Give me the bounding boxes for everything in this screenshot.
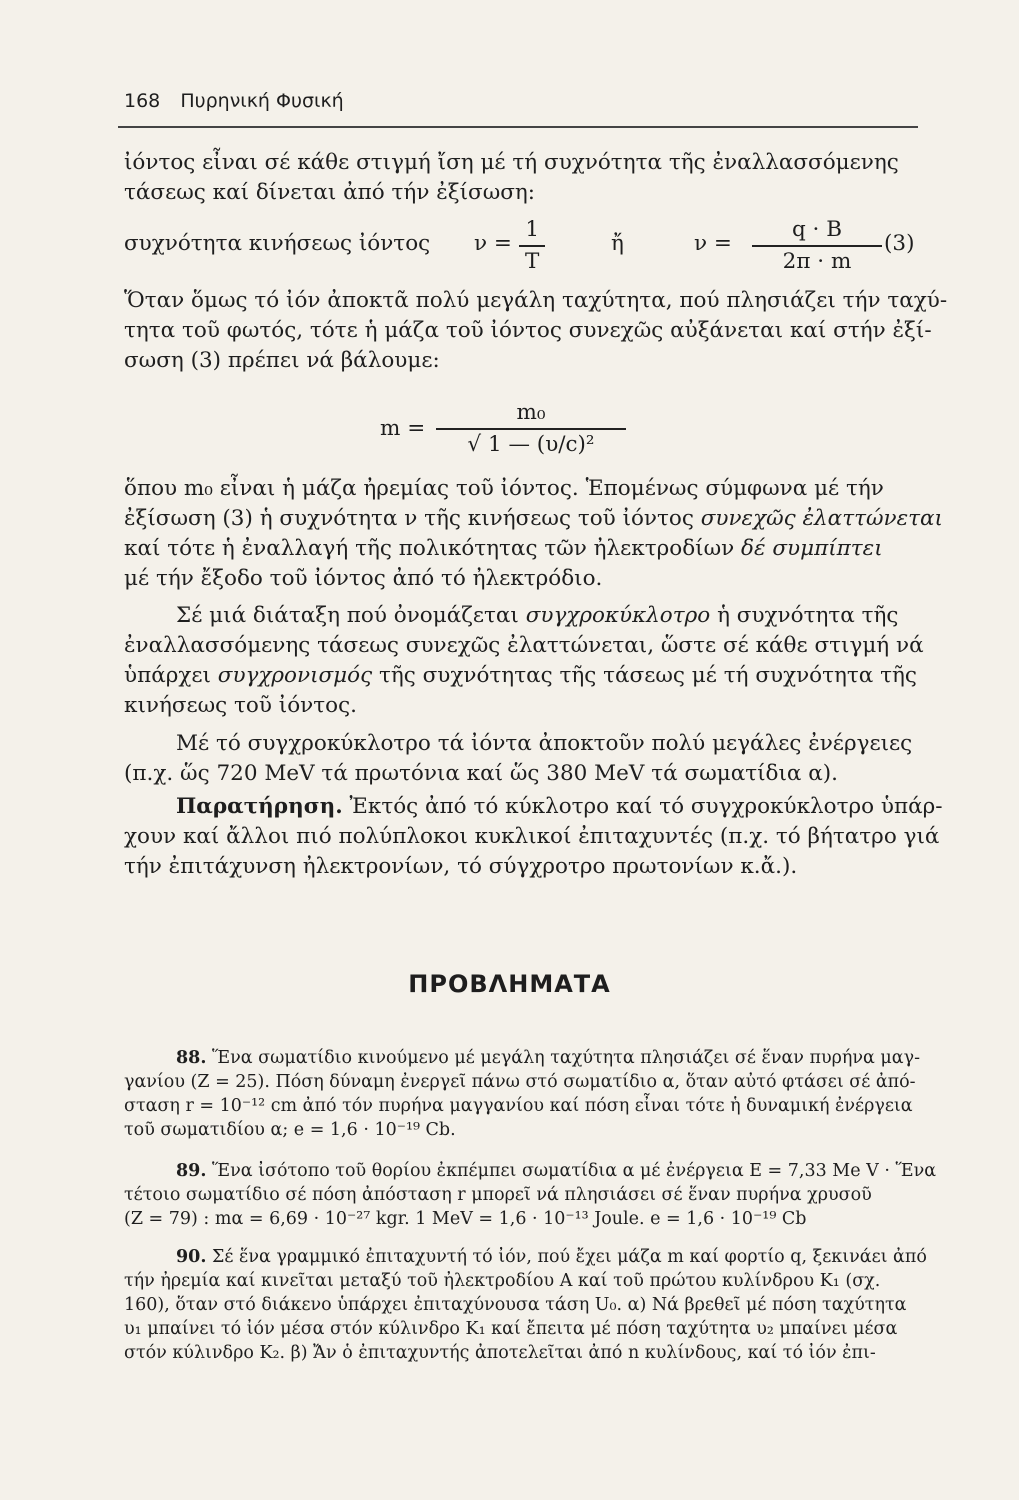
text-span: τῆς συχνότητας τῆς τάσεως μέ τή συχνότητα τῆς	[372, 663, 917, 688]
text-line: χουν καί ἄλλοι πιό πολύπλοκοι κυκλικοί ἐπιταχυντές (π.χ. τό βήτατρο γιά	[124, 824, 940, 849]
fraction-qb-over-2pim	[752, 215, 882, 277]
text-line	[124, 792, 943, 822]
paragraph-2	[124, 286, 948, 376]
text-line: τητα τοῦ φωτός, τότε ἡ μάζα τοῦ ἰόντος συνεχῶς αὐξάνεται καί στήν ἐξί-	[124, 318, 932, 343]
text-line: ὅπου m₀ εἶναι ἡ μάζα ἠρεμίας τοῦ ἰόντος. Ἑπομένως σύμφωνα μέ τήν	[124, 476, 884, 501]
text-line	[124, 661, 916, 691]
text-line	[124, 534, 916, 564]
problem-88	[124, 1046, 920, 1142]
page-header	[124, 90, 916, 112]
text-line: υ₁ μπαίνει τό ἰόν μέσα στόν κύλινδρο K₁ καί ἔπειτα μέ πόση ταχύτητα υ₂ μπαίνει μέσα	[124, 1319, 898, 1339]
text-line	[124, 1245, 927, 1269]
text-span: ἐξίσωση (3) ἡ συχνότητα ν τῆς κινήσεως τοῦ ἰόντος	[124, 506, 701, 531]
equation-lhs: m =	[380, 416, 426, 441]
text-line: μέ τήν ἔξοδο τοῦ ἰόντος ἀπό τό ἠλεκτρόδιο.	[124, 566, 603, 591]
page-number: 168	[124, 90, 161, 112]
text-line: στόν κύλινδρο K₂. β) Ἄν ὁ ἐπιταχυντής ἀποτελεῖται ἀπό n κυλίνδους, καί τό ἰόν ἐπι-	[124, 1343, 876, 1363]
text-span: ἡ συχνότητα τῆς	[710, 603, 899, 628]
equation-lhs: ν =	[474, 231, 512, 256]
text-span: Ἐκτός ἀπό τό κύκλοτρο καί τό συγχροκύκλοτρο ὑπάρ-	[342, 794, 943, 819]
text-line: τοῦ σωματιδίου α; e = 1,6 · 10⁻¹⁹ Cb.	[124, 1120, 456, 1140]
emphasis: συγχρονισμός	[217, 663, 373, 688]
paragraph-5	[124, 729, 916, 789]
text-line: (π.χ. ὥς 720 MeV τά πρωτόνια καί ὥς 380 MeV τά σωματίδια α).	[124, 761, 839, 786]
fraction-numerator: q · B	[752, 215, 882, 247]
equation-label: συχνότητα κινήσεως ἰόντος	[124, 231, 431, 256]
equation-relativistic-mass	[124, 398, 916, 464]
fraction-1-over-t	[519, 215, 545, 277]
text-span: Σέ ἕνα γραμμικό ἐπιταχυντή τό ἰόν, πού ἔχει μάζα m καί φορτίο q, ξεκινάει ἀπό	[206, 1247, 927, 1267]
text-line: σταση r = 10⁻¹² cm ἀπό τόν πυρήνα μαγγανίου καί πόση εἶναι τότε ἡ δυναμική ἐνέργεια	[124, 1096, 913, 1116]
text-line: γανίου (Z = 25). Πόση δύναμη ἐνεργεῖ πάνω στό σωματίδιο α, ὅταν αὐτό φτάσει σέ ἀπό-	[124, 1072, 916, 1092]
text-line: κινήσεως τοῦ ἰόντος.	[124, 693, 357, 718]
problem-number: 89.	[176, 1161, 207, 1181]
text-line: ἐναλλασσόμενης τάσεως συνεχῶς ἐλαττώνεται, ὥστε σέ κάθε στιγμή νά	[124, 633, 924, 658]
fraction-denominator: T	[525, 249, 540, 274]
fraction-numerator: 1	[519, 215, 545, 247]
paragraph-3	[124, 474, 943, 594]
fraction-denominator: 2π · m	[782, 249, 852, 274]
text-span: ὑπάρχει	[124, 663, 218, 688]
text-line: 160), ὅταν στό διάκενο ὑπάρχει ἐπιταχύνουσα τάση U₀. α) Νά βρεθεῖ μέ πόση ταχύτητα	[124, 1295, 907, 1315]
text-line	[124, 1046, 920, 1070]
text-line: τάσεως καί δίνεται ἀπό τήν ἐξίσωση:	[124, 180, 536, 205]
text-line: (Z = 79) : mα = 6,69 · 10⁻²⁷ kgr. 1 MeV = 1,6 · 10⁻¹³ Joule. e = 1,6 · 10⁻¹⁹ Cb	[124, 1209, 807, 1229]
text-span: Ἕνα σωματίδιο κινούμενο μέ μεγάλη ταχύτητα πλησιάζει σέ ἕναν πυρήνα μαγ-	[206, 1048, 920, 1068]
paragraph-remark	[124, 792, 943, 882]
text-line: Ὅταν ὅμως τό ἰόν ἀποκτᾶ πολύ μεγάλη ταχύτητα, πού πλησιάζει τήν ταχύ-	[124, 288, 948, 313]
problem-89	[124, 1159, 937, 1231]
header-rule	[118, 126, 918, 128]
equation-or: ἤ	[611, 231, 624, 256]
text-line	[124, 1159, 937, 1183]
remark-label: Παρατήρηση.	[176, 794, 343, 819]
text-line	[124, 504, 943, 534]
fraction-mass	[436, 398, 626, 460]
problem-90	[124, 1245, 927, 1365]
equation-number: (3)	[884, 231, 915, 256]
text-span: Ἕνα ἰσότοπο τοῦ θορίου ἐκπέμπει σωματίδια α μέ ἐνέργεια E = 7,33 Me V · Ἕνα	[206, 1161, 937, 1181]
equation-3	[124, 215, 916, 277]
text-span: καί τότε ἡ ἐναλλαγή τῆς πολικότητας τῶν ἠλεκτροδίων	[124, 536, 742, 561]
emphasis: συνεχῶς ἐλαττώνεται	[700, 506, 943, 531]
problem-number: 88.	[176, 1048, 207, 1068]
paragraph-4	[124, 601, 924, 721]
text-line: τήν ἐπιτάχυνση ἠλεκτρονίων, τό σύγχροτρο πρωτονίων κ.ἄ.).	[124, 854, 798, 879]
text-line	[124, 601, 916, 631]
paragraph-1	[124, 148, 916, 208]
fraction-denominator: √ 1 — (υ/c)²	[467, 432, 595, 457]
running-title: Πυρηνική Φυσική	[180, 90, 344, 112]
text-line: τέτοιο σωματίδιο σέ πόση ἀπόσταση r μπορεῖ νά πλησιάσει σέ ἕναν πυρήνα χρυσοῦ	[124, 1185, 872, 1205]
text-line: τήν ἠρεμία καί κινεῖται μεταξύ τοῦ ἠλεκτροδίου A καί τοῦ πρώτου κυλίνδρου K₁ (σχ.	[124, 1271, 881, 1291]
text-line: Μέ τό συγχροκύκλοτρο τά ἰόντα ἀποκτοῦν πολύ μεγάλες ἐνέργειες	[176, 731, 913, 756]
problems-heading: ΠΡΟΒΛΗΜΑΤΑ	[408, 970, 611, 998]
emphasis: συγχροκύκλοτρο	[525, 603, 711, 628]
problem-number: 90.	[176, 1247, 207, 1267]
text-span: Σέ μιά διάταξη πού ὀνομάζεται	[176, 603, 526, 628]
text-line: ἰόντος εἶναι σέ κάθε στιγμή ἴση μέ τή συχνότητα τῆς ἐναλλασσόμενης	[124, 150, 899, 175]
equation-lhs-2: ν =	[694, 231, 732, 256]
fraction-numerator: m₀	[436, 398, 626, 430]
emphasis: δέ συμπίπτει	[741, 536, 883, 561]
text-line: σωση (3) πρέπει νά βάλουμε:	[124, 348, 440, 373]
